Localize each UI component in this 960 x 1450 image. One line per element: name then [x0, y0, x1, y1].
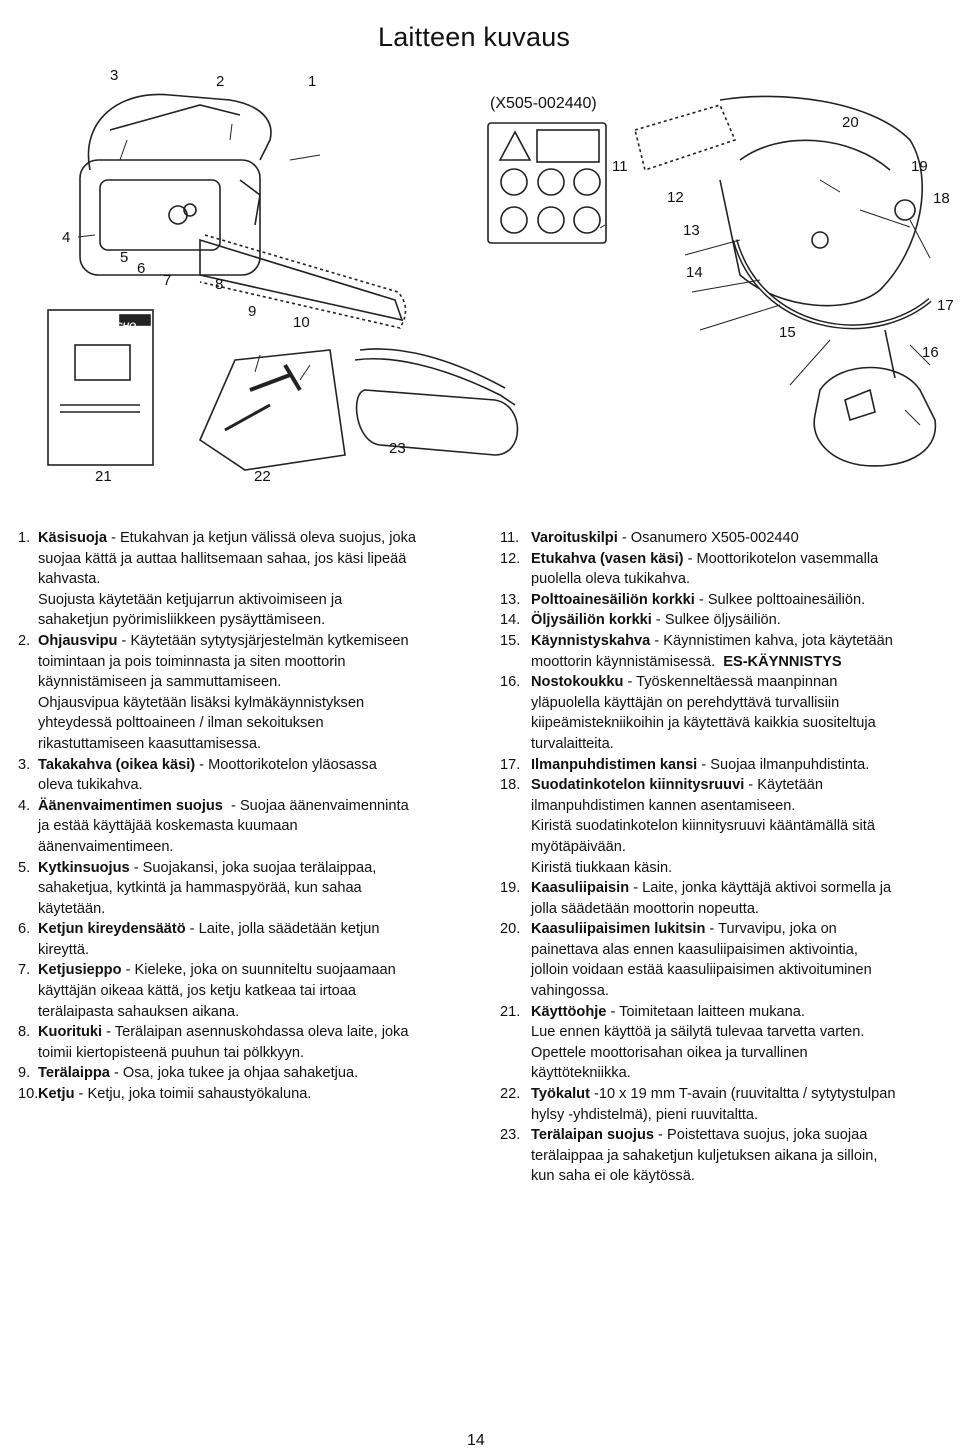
- list-item: 2. Ohjausvipu - Käytetään sytytysjärjestelmän kytkemiseen toimintaan ja pois toiminnasta ja siten moottorin käynnistämiseen ja sammuttamiseen. Ohjausvipua käytetään lisäksi kylmäkäynnistyksen yhteydessä polttoaineen / ilman sekoituksen rikastuttamiseen kaasuttamisessa.: [18, 632, 409, 752]
- callout-22: 22: [254, 468, 271, 485]
- list-item: 5. Kytkinsuojus - Suojakansi, joka suojaa terälaippaa, sahaketjua, kytkintä ja hammaspyörää, kun sahaa käytetään.: [18, 859, 377, 917]
- list-item: 10. Ketju - Ketju, joka toimii sahaustyökaluna.: [18, 1086, 312, 1103]
- list-item: 11. Varoituskilpi - Osanumero X505-002440: [500, 530, 799, 546]
- list-item: 15. Käynnistyskahva - Käynnistimen kahva, jota käytetään moottorin käynnistämisessä. ES-KÄYNNISTYS: [500, 632, 893, 670]
- item-term: Kaasuliipaisin: [531, 880, 630, 897]
- lanyard-hook-inset: [814, 330, 935, 466]
- item-term: Terälaipan suojus: [531, 1127, 654, 1144]
- item-term: Työkalut: [531, 1086, 590, 1103]
- list-item: 22. Työkalut -10 x 19 mm T-avain (ruuvitaltta / sytytystulpan hylsy -yhdistelmä), pieni ruuvitaltta.: [500, 1086, 896, 1123]
- callout-13: 13: [683, 222, 700, 239]
- list-item: 17. Ilmanpuhdistimen kansi - Suojaa ilmanpuhdistinta.: [500, 756, 870, 773]
- list-item: 9. Terälaippa - Osa, joka tukee ja ohjaa sahaketjua.: [18, 1065, 359, 1082]
- item-term: Nostokoukku: [531, 674, 624, 691]
- item-term: Kytkinsuojus: [38, 859, 130, 876]
- callout-3: 3: [110, 67, 119, 84]
- bar-guard-23: [355, 349, 518, 455]
- list-item: 7. Ketjusieppo - Kieleke, joka on suunniteltu suojaamaan käyttäjän oikeaa kättä, jos ketju katkeaa tai irtoaa terälaipasta sahauksen aikana.: [18, 962, 396, 1020]
- callout-9: 9: [248, 303, 257, 320]
- item-term: Terälaippa: [38, 1065, 110, 1082]
- list-item: 20. Kaasuliipaisimen lukitsin - Turvavipu, joka on painettava alas ennen kaasuliipaisimen aktivointia, jolloin voidaan estää kaasuliipaisimen aktivoituminen vahingossa.: [500, 921, 872, 1000]
- callout-18: 18: [933, 190, 950, 207]
- list-item: 3. Takakahva (oikea käsi) - Moottorikotelon yläosassa oleva tukikahva.: [18, 756, 377, 794]
- parts-list-left: [18, 528, 473, 1105]
- item-term: Varoituskilpi: [531, 530, 618, 546]
- parts-list-right: [500, 528, 955, 1187]
- callout-16: 16: [922, 344, 939, 361]
- item-term: Käynnistyskahva: [531, 632, 651, 649]
- list-item: 14. Öljysäiliön korkki - Sulkee öljysäiliön.: [500, 612, 781, 629]
- tools-bag-22: [200, 350, 345, 470]
- page-title: Laitteen kuvaus: [378, 22, 571, 52]
- item-term: Käsisuoja: [38, 530, 107, 546]
- callout-5: 5: [120, 249, 129, 266]
- callout-2: 2: [216, 73, 225, 90]
- item-term: Kuorituki: [38, 1024, 103, 1041]
- es-start-label: ES-KÄYNNISTYS: [723, 653, 842, 670]
- warning-label-11: [488, 123, 606, 243]
- list-item: 18. Suodatinkotelon kiinnitysruuvi - Käytetään ilmanpuhdistimen kannen asentamiseen. Kiristä suodatinkotelon kiinnitysruuvi kääntämällä sitä myötäpäivään. Kiristä tiukkaan käsin.: [500, 777, 875, 876]
- callout-19: 19: [911, 158, 928, 175]
- callout-15: 15: [779, 324, 796, 341]
- callout-7: 7: [163, 272, 172, 289]
- item-term: Öljysäiliön korkki: [531, 612, 652, 629]
- item-term: Käyttöohje: [531, 1003, 607, 1020]
- echo-brand-text: ECHO: [110, 321, 137, 331]
- item-term: Ketjun kireydensäätö: [38, 921, 186, 938]
- callout-10: 10: [293, 314, 310, 331]
- item-term: Ilmanpuhdistimen kansi: [531, 756, 698, 773]
- list-item: 23. Terälaipan suojus - Poistettava suojus, joka suojaa terälaippaa ja sahaketjun kuljetuksen aikana ja silloin, kun saha ei ole käytössä.: [500, 1127, 878, 1185]
- list-item: 12. Etukahva (vasen käsi) - Moottorikotelon vasemmalla puolella oleva tukikahva.: [500, 550, 879, 588]
- callout-4: 4: [62, 229, 71, 246]
- callout-14: 14: [686, 264, 703, 281]
- item-term: Kaasuliipaisimen lukitsin: [531, 921, 706, 938]
- callout-23: 23: [389, 440, 406, 457]
- list-item: 21. Käyttöohje - Toimitetaan laitteen mukana. Lue ennen käyttöä ja säilytä tulevaa tarvetta varten. Opettele moottorisahan oikea ja turvallinen käyttötekniikka.: [500, 1003, 865, 1082]
- owners-manual-21: [48, 310, 153, 465]
- item-term: Äänenvaimentimen suojus: [38, 797, 223, 814]
- chainsaw-parts-diagram: [0, 60, 960, 500]
- callout-1: 1: [308, 73, 317, 90]
- item-term: Ohjausvipu: [38, 632, 118, 649]
- callout-17: 17: [937, 297, 954, 314]
- callout-6: 6: [137, 260, 146, 277]
- callout-21: 21: [95, 468, 112, 485]
- list-item: 1. Käsisuoja - Etukahvan ja ketjun välissä oleva suojus, joka suojaa kättä ja auttaa hallitsemaan sahaa, jos käsi lipeää kahvasta. Suojusta käytetään ketjujarrun aktivoimiseen ja sahaketjun pyörimisliikkeen pysäyttämiseen.: [18, 530, 417, 629]
- list-item: 8. Kuorituki - Terälaipan asennuskohdassa oleva laite, joka toimii kiertopisteenä puuhun tai pölkkyyn.: [18, 1024, 409, 1061]
- list-item: 6. Ketjun kireydensäätö - Laite, jolla säädetään ketjun kireyttä.: [18, 921, 380, 958]
- callout-12: 12: [667, 189, 684, 206]
- callout-20: 20: [842, 114, 859, 131]
- label-code-text: (X505-002440): [490, 95, 597, 112]
- item-term: Suodatinkotelon kiinnitysruuvi: [531, 777, 745, 794]
- item-term: Takakahva (oikea käsi): [38, 756, 196, 773]
- callout-11: 11: [612, 158, 628, 175]
- list-item: 13. Polttoainesäiliön korkki - Sulkee polttoainesäiliön.: [500, 591, 866, 608]
- chainsaw-right-view: [635, 96, 930, 326]
- page-number: 14: [467, 1432, 485, 1449]
- callout-8: 8: [215, 276, 224, 293]
- item-term: Ketjusieppo: [38, 962, 122, 979]
- chainsaw-illustration: [0, 60, 960, 500]
- item-term: Etukahva (vasen käsi): [531, 550, 684, 567]
- item-term: Polttoainesäiliön korkki: [531, 591, 695, 608]
- item-term: Ketju: [38, 1086, 75, 1103]
- chainsaw-left-view: [80, 94, 406, 328]
- list-item: 19. Kaasuliipaisin - Laite, jonka käyttäjä aktivoi sormella ja jolla säädetään moottorin nopeutta.: [500, 880, 892, 917]
- list-item: 16. Nostokoukku - Työskenneltäessä maanpinnan yläpuolella käyttäjän on perehdyttävä turvallisiin kiipeämistekniikoihin ja käytettävä kaikkia suositeltuja turvalaitteita.: [500, 674, 876, 752]
- list-item: 4. Äänenvaimentimen suojus - Suojaa äänenvaimenninta ja estää käyttäjää koskemasta kuumaan äänenvaimentimeen.: [18, 797, 409, 855]
